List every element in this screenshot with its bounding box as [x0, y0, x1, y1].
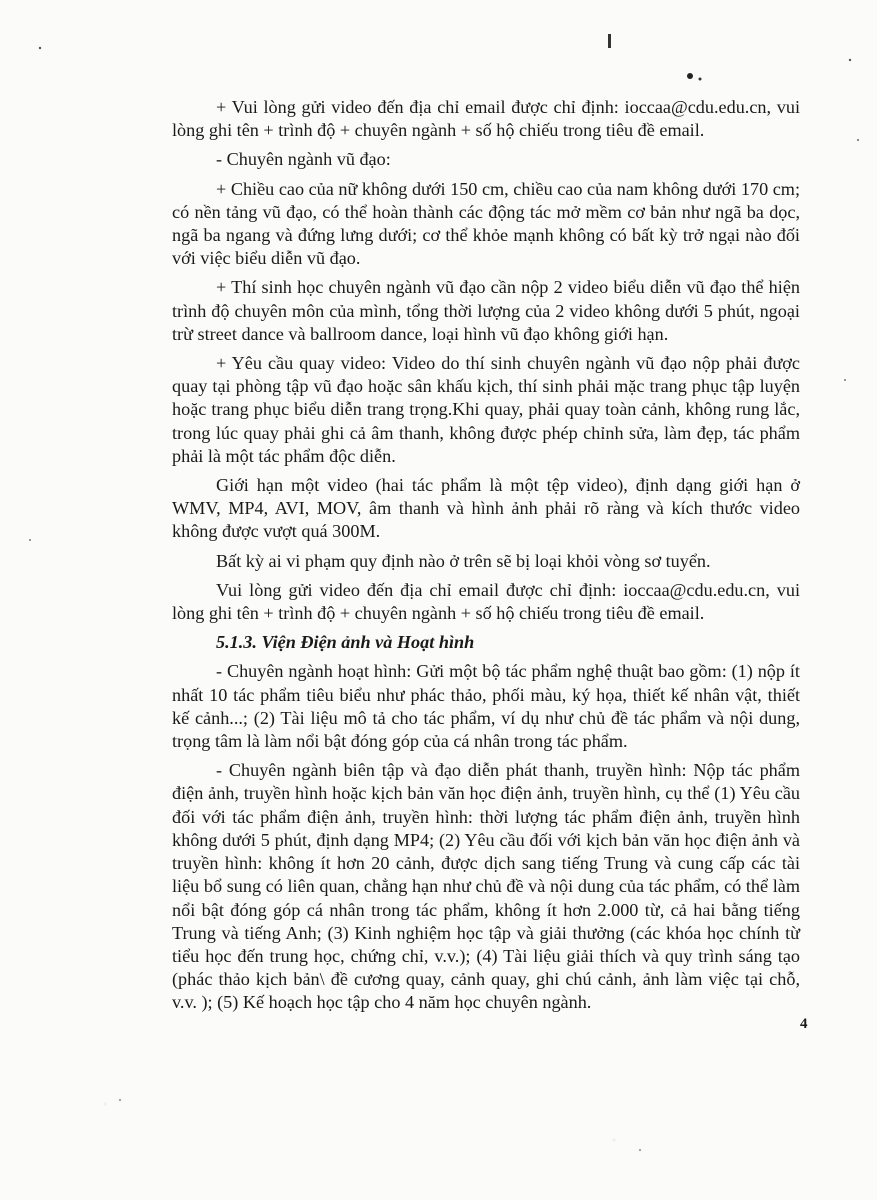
scan-mark	[687, 73, 693, 79]
paragraph-email-info-repeat: Vui lòng gửi video đến địa chỉ email được chỉ định: ioccaa@cdu.edu.cn, vui lòng ghi tên + trình độ + chuyên ngành + số hộ chiếu trong tiêu đề email.	[172, 579, 800, 624]
scan-mark	[844, 379, 846, 381]
section-heading: 5.1.3. Viện Điện ảnh và Hoạt hình	[216, 632, 475, 653]
scan-mark	[849, 59, 851, 61]
paragraph-broadcast-major: - Chuyên ngành biên tập và đạo diễn phát thanh, truyền hình: Nộp tác phẩm điện ảnh, truyền hình hoặc kịch bản văn học điện ảnh, truyền hình, cụ thể (1) Yêu cầu đối với tác phẩm điện ảnh, truyền hình: thời lượng tác phẩm điện ảnh, truyền hình không dưới 5 phút, định dạng MP4; (2) Yêu cầu đối với kịch bản văn học điện ảnh và truyền hình: không ít hơn 20 cảnh, được dịch sang tiếng Trung và cung cấp các tài liệu bổ sung có liên quan, chẳng hạn như chủ đề và nội dung của tác phẩm, có thể làm nổi bật đóng góp cá nhân trong tác phẩm, không ít hơn 2.000 từ, cả hai bằng tiếng Trung và tiếng Anh; (3) Kinh nghiệm học tập và giải thưởng (các khóa học chính từ tiểu học đến trung học, chứng chỉ, v.v.); (4) Tài liệu giải thích và quy trình sáng tạo (phác thảo kịch bản\ đề cương quay, cảnh quay, ghi chú cảnh, ảnh làm việc tại chỗ, v.v. ); (5) Kế hoạch học tập cho 4 năm học chuyên ngành.	[172, 760, 800, 1013]
paragraph-dance-major: - Chuyên ngành vũ đạo:	[216, 149, 391, 170]
scan-mark	[29, 539, 31, 541]
paragraph-violation-notice: Bất kỳ ai vi phạm quy định nào ở trên sẽ bị loại khỏi vòng sơ tuyển.	[216, 550, 711, 571]
scan-mark	[39, 47, 41, 49]
paragraph-recording-requirements: + Yêu cầu quay video: Video do thí sinh chuyên ngành vũ đạo nộp phải được quay tại phòng tập vũ đạo hoặc sân khấu kịch, thí sinh phải mặc trang phục tập luyện hoặc trang phục biểu diễn trang trọng.Khi quay, phải quay toàn cảnh, không rung lắc, trong lúc quay phải ghi cả âm thanh, không được phép chỉnh sửa, làm đẹp, tác phẩm phải là một tác phẩm độc diễn.	[172, 353, 800, 466]
document-body	[172, 96, 800, 1021]
paragraph-height-requirements: + Chiều cao của nữ không dưới 150 cm, chiều cao của nam không dưới 170 cm; có nền tảng vũ đạo, có thể hoàn thành các động tác mở mềm cơ bản như ngã ba dọc, ngã ba ngang và đứng lưng dưới; cơ thể khỏe mạnh không có bất kỳ trở ngại nào đối với việc biểu diễn vũ đạo.	[172, 178, 800, 269]
page-number: 4	[800, 1016, 808, 1032]
paragraph-email-info: + Vui lòng gửi video đến địa chỉ email được chỉ định: ioccaa@cdu.edu.cn, vui lòng ghi tên + trình độ + chuyên ngành + số hộ chiếu trong tiêu đề email.	[172, 97, 800, 141]
scan-mark	[119, 1099, 121, 1101]
scan-mark	[857, 139, 859, 141]
paragraph-video-limits: Giới hạn một video (hai tác phẩm là một tệp video), định dạng giới hạn ở WMV, MP4, AVI, MOV, âm thanh và hình ảnh phải rõ ràng và kích thước video không được vượt quá 300M.	[172, 475, 800, 542]
paragraph-animation-major: - Chuyên ngành hoạt hình: Gửi một bộ tác phẩm nghệ thuật bao gồm: (1) nộp ít nhất 10 tác phẩm tiêu biểu như phác thảo, phối màu, ký họa, thiết kế nhân vật, thiết kế cảnh...; (2) Tài liệu mô tả cho tác phẩm, ví dụ như chủ đề tác phẩm và nội dung, trọng tâm là làm nổi bật đóng góp của cá nhân trong tác phẩm.	[172, 661, 800, 752]
scan-mark	[699, 78, 702, 81]
paragraph-video-submission: + Thí sinh học chuyên ngành vũ đạo cần nộp 2 video biểu diễn vũ đạo thể hiện trình độ chuyên môn của mình, tổng thời lượng của 2 video không dưới 5 phút, ngoại trừ street dance và ballroom dance, loại hình vũ đạo không giới hạn.	[172, 277, 800, 344]
scan-mark	[639, 1149, 641, 1151]
scan-mark	[608, 34, 611, 48]
